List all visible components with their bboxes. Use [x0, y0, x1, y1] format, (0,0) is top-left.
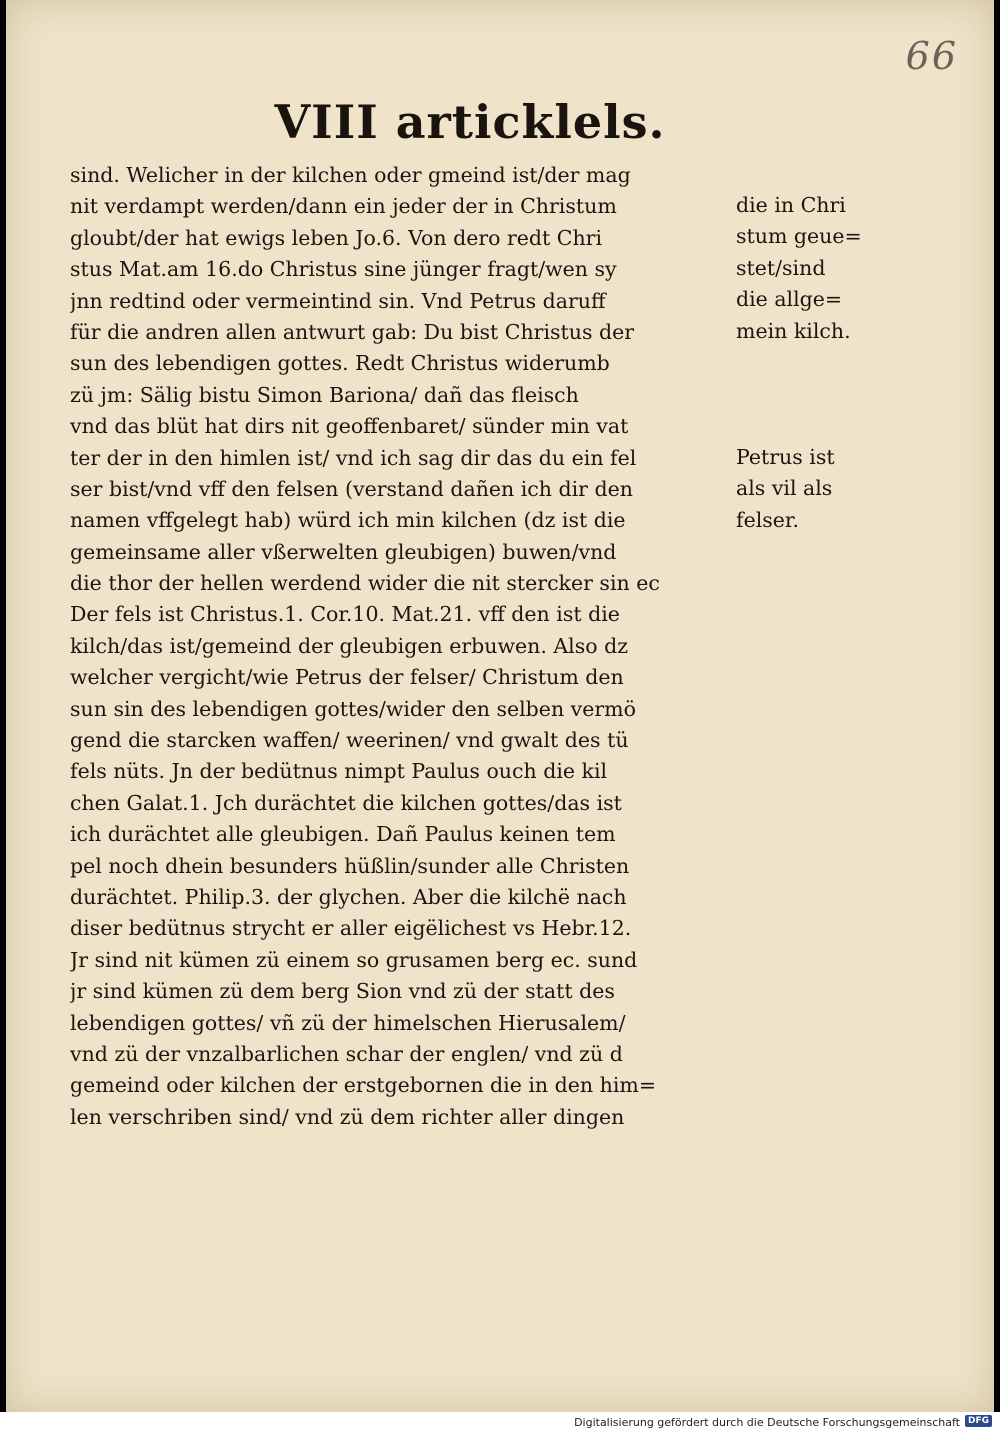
footer-bar	[0, 1412, 1000, 1434]
text-line: stus Mat.am 16.do Christus sine jünger fragt/wen sy	[70, 257, 617, 282]
margin-note-line: stum geue=	[736, 224, 862, 249]
text-line: zü jm: Sälig bistu Simon Bariona/ dañ das fleisch	[70, 382, 579, 407]
text-line: ser bist/vnd vff den felsen (verstand dañen ich dir den	[70, 476, 633, 501]
text-line: namen vffgelegt hab) würd ich min kilchen (dz ist die	[70, 508, 626, 533]
margin-note-line: mein kilch.	[736, 318, 851, 343]
text-line: durächtet. Philip.3. der glychen. Aber die kilchë nach	[70, 884, 627, 909]
text-line: gemeind oder kilchen der erstgebornen die in den him=	[70, 1073, 656, 1098]
text-line: vnd zü der vnzalbarlichen schar der englen/ vnd zü d	[70, 1041, 623, 1066]
text-line: sun des lebendigen gottes. Redt Christus widerumb	[70, 351, 610, 376]
dfg-logo-icon: DFG	[965, 1415, 992, 1427]
margin-note-line: die in Chri	[736, 193, 846, 217]
text-line: gemeinsame aller vßerwelten gleubigen) buwen/vnd	[70, 539, 617, 564]
margin-note-line: felser.	[736, 507, 799, 532]
text-line: pel noch dhein besunders hüßlin/sunder alle Christen	[70, 853, 630, 878]
margin-note-line: als vil als	[736, 476, 833, 501]
footer-credit: Digitalisierung gefördert durch die Deutsche Forschungsgemeinschaft	[574, 1416, 960, 1429]
text-line: len verschriben sind/ vnd zü dem richter aller dingen	[70, 1104, 625, 1129]
text-line: gloubt/der hat ewigs leben Jo.6. Von dero redt Chri	[70, 225, 603, 250]
text-line: für die andren allen antwurt gab: Du bist Christus der	[70, 319, 635, 344]
text-line: fels nüts. Jn der bedütnus nimpt Paulus ouch die kil	[70, 759, 608, 784]
text-line: die thor der hellen werdend wider die nit stercker sin ec	[70, 571, 660, 596]
text-line: lebendigen gottes/ vñ zü der himelschen Hierusalem/	[70, 1010, 626, 1035]
margin-note-line: Petrus ist	[736, 445, 835, 469]
text-line: sind. Welicher in der kilchen oder gmeind ist/der mag	[70, 163, 631, 187]
text-line: jr sind kümen zü dem berg Sion vnd zü der statt des	[70, 979, 615, 1004]
text-line: chen Galat.1. Jch durächtet die kilchen gottes/das ist	[70, 790, 622, 815]
scanned-page	[6, 0, 994, 1412]
text-line: Der fels ist Christus.1. Cor.10. Mat.21. vff den ist die	[70, 602, 620, 627]
text-line: ter der in den himlen ist/ vnd ich sag dir das du ein fel	[70, 445, 637, 470]
margin-note-line: stet/sind	[736, 255, 826, 280]
folio-number: 66	[905, 34, 958, 78]
text-line: kilch/das ist/gemeind der gleubigen erbuwen. Also dz	[70, 633, 629, 658]
text-line: ich durächtet alle gleubigen. Dañ Paulus keinen tem	[70, 822, 616, 847]
text-line: sun sin des lebendigen gottes/wider den selben vermö	[70, 696, 636, 721]
text-line: Jr sind nit kümen zü einem so grusamen berg ec. sund	[70, 947, 638, 972]
margin-note-line: die allge=	[736, 287, 843, 312]
text-line: diser bedütnus strycht er aller eigëlichest vs Hebr.12.	[70, 916, 632, 941]
body-text	[70, 160, 740, 1133]
margin-note-2	[736, 442, 896, 536]
text-line: vnd das blüt hat dirs nit geoffenbaret/ sünder min vat	[70, 414, 629, 439]
text-line: nit verdampt werden/dann ein jeder der in Christum	[70, 194, 617, 219]
text-line: jnn redtind oder vermeintind sin. Vnd Petrus daruff	[70, 288, 606, 313]
text-line: gend die starcken waffen/ weerinen/ vnd gwalt des tü	[70, 728, 629, 753]
text-line: welcher vergicht/wie Petrus der felser/ Christum den	[70, 665, 624, 690]
page-heading: VIII articklels.	[274, 95, 666, 149]
margin-note-1	[736, 190, 896, 347]
